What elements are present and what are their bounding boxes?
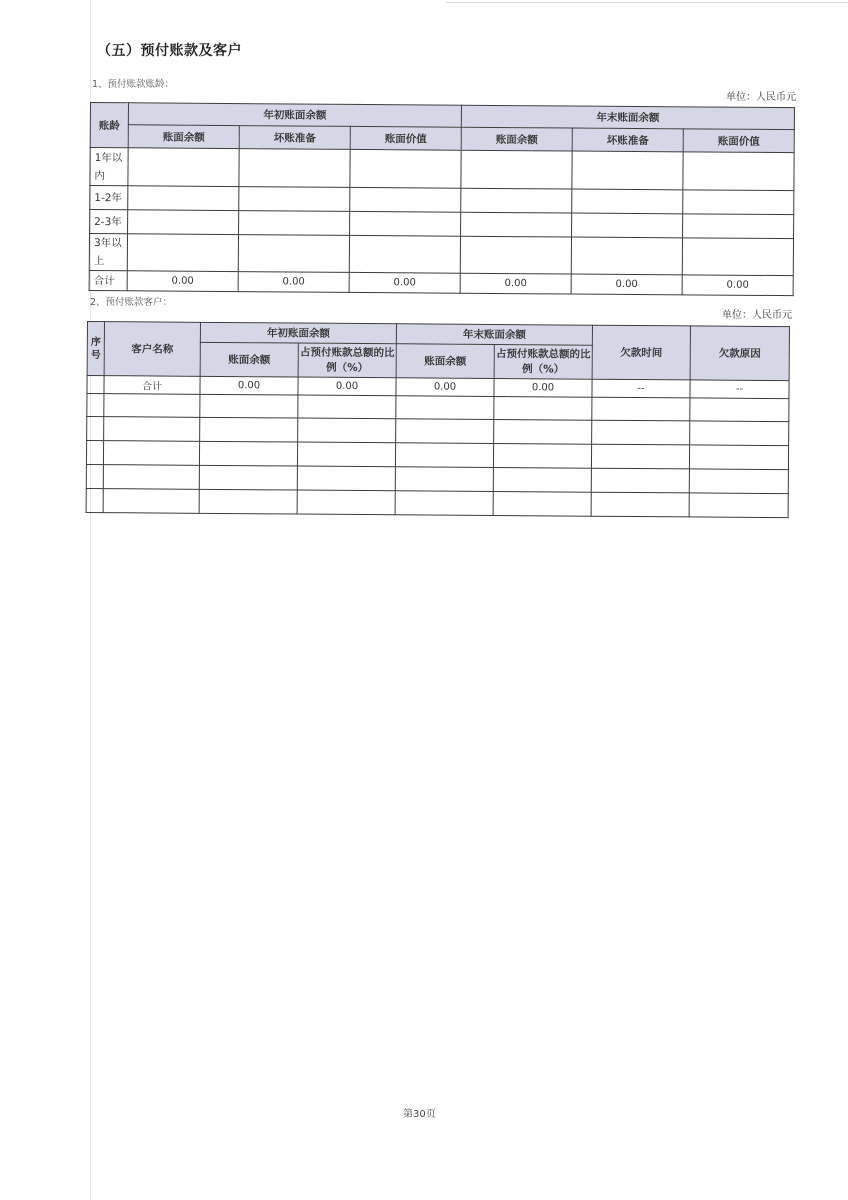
table-cell — [297, 466, 395, 491]
aging-total-value: 0.00 — [127, 271, 238, 292]
aging-header-end-balance: 账面余额 — [461, 127, 572, 151]
customer-total-value: 0.00 — [494, 378, 592, 397]
customer-header-begin-ratio: 占预付账款总额的比例（%） — [298, 343, 396, 378]
customer-header-name: 客户名称 — [104, 322, 200, 377]
table-cell — [87, 417, 104, 441]
table-cell — [395, 491, 493, 516]
aging-subtitle: 1、预付账款账龄： — [92, 79, 175, 90]
table-cell — [592, 420, 690, 445]
aging-header-col0: 账龄 — [90, 103, 128, 148]
aging-total-value: 0.00 — [349, 272, 460, 293]
customer-table — [86, 321, 790, 518]
aging-header-end-group: 年末账面余额 — [461, 105, 794, 129]
customer-total-value: 0.00 — [200, 376, 298, 395]
customer-total-dash: -- — [690, 380, 789, 399]
table-cell — [395, 443, 493, 468]
customer-subtitle: 2、预付账款客户： — [90, 297, 173, 308]
table-cell — [350, 211, 461, 236]
top-rule-line — [446, 2, 848, 3]
aging-row-label: 1-2年 — [90, 186, 128, 210]
page-number: 第30页 — [403, 1109, 436, 1120]
table-cell — [690, 421, 789, 446]
table-cell — [128, 186, 239, 211]
table-cell — [396, 396, 494, 420]
table-cell — [103, 489, 199, 514]
table-cell — [592, 397, 690, 421]
table-cell — [297, 442, 395, 467]
aging-header-begin-group: 年初账面余额 — [128, 103, 461, 127]
table-cell — [239, 187, 350, 212]
aging-table — [89, 102, 795, 296]
aging-total-value: 0.00 — [571, 274, 682, 295]
table-cell — [86, 464, 103, 488]
table-cell — [395, 467, 493, 492]
table-row — [86, 488, 788, 517]
table-cell — [494, 419, 592, 444]
customer-header-debt-time: 欠款时间 — [592, 325, 690, 380]
customer-header-begin-group: 年初账面余额 — [200, 322, 396, 343]
table-cell — [689, 445, 788, 470]
table-cell — [461, 188, 572, 213]
table-cell — [87, 394, 104, 417]
aging-header-end-value: 账面价值 — [683, 129, 794, 153]
table-cell — [690, 398, 789, 422]
aging-total-value: 0.00 — [460, 273, 571, 294]
aging-row — [89, 234, 793, 276]
table-cell — [199, 489, 297, 514]
aging-row-label: 2-3年 — [90, 210, 128, 234]
table-cell — [572, 213, 683, 238]
table-cell — [689, 469, 788, 494]
table-cell — [493, 491, 591, 516]
table-cell — [298, 418, 396, 443]
aging-total-label: 合计 — [89, 270, 127, 290]
table-cell — [591, 468, 689, 493]
table-cell — [460, 236, 571, 274]
table-cell — [682, 238, 793, 276]
table-cell — [103, 441, 199, 466]
table-cell — [127, 234, 238, 272]
table-cell — [199, 465, 297, 490]
table-cell — [128, 210, 239, 235]
customer-header-end-group: 年末账面余额 — [396, 324, 592, 345]
table-cell — [591, 492, 689, 517]
customer-header-end-balance: 账面余额 — [396, 344, 494, 379]
customer-total-dash: -- — [592, 379, 690, 398]
table-cell — [571, 237, 682, 275]
aging-unit-label: 单位：人民币元 — [726, 92, 796, 103]
table-cell — [461, 150, 572, 189]
customer-total-label: 合计 — [104, 376, 200, 395]
customer-total-value: 0.00 — [298, 377, 396, 396]
customer-header-debt-reason: 欠款原因 — [690, 326, 789, 381]
table-cell — [396, 419, 494, 444]
table-cell — [86, 488, 103, 512]
aging-header-begin-baddebt: 坏账准备 — [239, 126, 350, 150]
table-cell — [572, 151, 683, 190]
aging-total-row — [89, 270, 793, 295]
aging-row-label: 3年以上 — [89, 234, 127, 271]
table-cell — [86, 441, 103, 465]
table-cell — [87, 376, 104, 394]
table-cell — [689, 493, 788, 518]
aging-total-value: 0.00 — [682, 275, 793, 296]
table-cell — [104, 417, 200, 442]
section-title: （五）预付账款及客户 — [97, 43, 242, 59]
table-cell — [493, 467, 591, 492]
customer-header-row-1 — [87, 322, 789, 347]
customer-header-begin-balance: 账面余额 — [200, 342, 298, 377]
table-cell — [350, 149, 461, 188]
table-cell — [461, 212, 572, 237]
aging-header-begin-balance: 账面余额 — [128, 125, 239, 149]
table-cell — [493, 443, 591, 468]
table-cell — [239, 149, 350, 188]
table-cell — [200, 394, 298, 418]
table-cell — [572, 189, 683, 214]
table-cell — [239, 211, 350, 236]
aging-row-label: 1年以内 — [90, 148, 128, 186]
table-cell — [200, 417, 298, 442]
table-cell — [128, 148, 239, 187]
customer-header-end-ratio: 占预付账款总额的比例（%） — [494, 344, 592, 379]
table-cell — [683, 214, 794, 239]
table-cell — [104, 394, 200, 418]
table-cell — [199, 441, 297, 466]
customer-total-value: 0.00 — [396, 378, 494, 397]
customer-unit-label: 单位：人民币元 — [722, 310, 792, 321]
table-cell — [683, 152, 794, 191]
table-cell — [297, 490, 395, 515]
table-cell — [494, 396, 592, 420]
aging-row — [90, 148, 794, 191]
table-cell — [350, 187, 461, 212]
table-cell — [103, 465, 199, 490]
customer-header-seq: 序号 — [87, 322, 104, 376]
aging-total-value: 0.00 — [238, 272, 349, 293]
table-cell — [349, 235, 460, 273]
aging-header-begin-value: 账面价值 — [350, 126, 461, 150]
table-cell — [683, 190, 794, 215]
table-cell — [238, 235, 349, 273]
table-cell — [298, 395, 396, 419]
aging-header-end-baddebt: 坏账准备 — [572, 128, 683, 152]
table-cell — [591, 444, 689, 469]
